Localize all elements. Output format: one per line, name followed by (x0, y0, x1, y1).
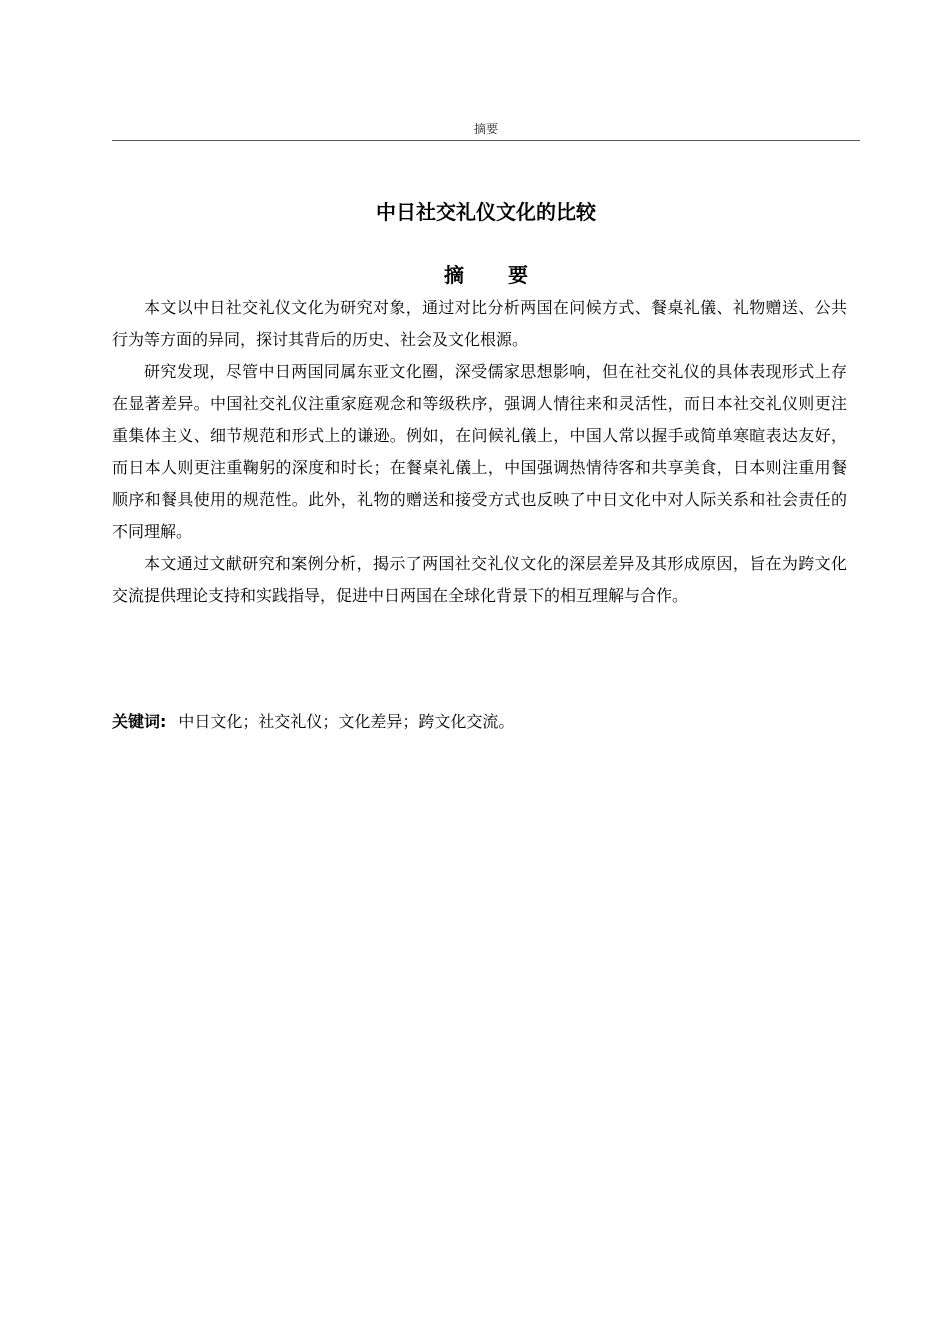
abstract-paragraph-1: 本文以中日社交礼仪文化为研究对象，通过对比分析两国在问候方式、餐桌礼儀、礼物赠送、公共行为等方面的异同，探讨其背后的历史、社会及文化根源。 (112, 298, 847, 349)
abstract-paragraph-2: 研究发现，尽管中日两国同属东亚文化圈，深受儒家思想影响，但在社交礼仪的具体表现形式上存在显著差异。中国社交礼仪注重家庭观念和等级秩序，强调人情往来和灵活性，而日本社交礼仪则更注重集体主义、细节规范和形式上的谦逊。例如，在问候礼儀上，中国人常以握手或简单寒暄表达友好，而日本人则更注重鞠躬的深度和时长；在餐桌礼儀上，中国强调热情待客和共享美食，日本则注重用餐顺序和餐具使用的规范性。此外，礼物的赠送和接受方式也反映了中日文化中对人际关系和社会责任的不同理解。 (112, 362, 847, 541)
running-header: 摘要 (473, 122, 498, 136)
abstract-heading-char-1: 摘 (444, 263, 464, 287)
keywords-value: 中日文化；社交礼仪；文化差异；跨文化交流。 (178, 712, 515, 731)
abstract-paragraph-3: 本文通过文献研究和案例分析，揭示了两国社交礼仪文化的深层差异及其形成原因，旨在为跨文化交流提供理论支持和实践指导，促进中日两国在全球化背景下的相互理解与合作。 (112, 554, 847, 605)
header-divider (112, 140, 860, 141)
abstract-heading-char-2: 要 (508, 263, 528, 287)
keywords-label: 关键词: (112, 712, 167, 731)
abstract-heading (112, 261, 860, 289)
document-title: 中日社交礼仪文化的比较 (376, 200, 596, 224)
keywords-line (112, 708, 847, 736)
abstract-body (112, 292, 847, 612)
